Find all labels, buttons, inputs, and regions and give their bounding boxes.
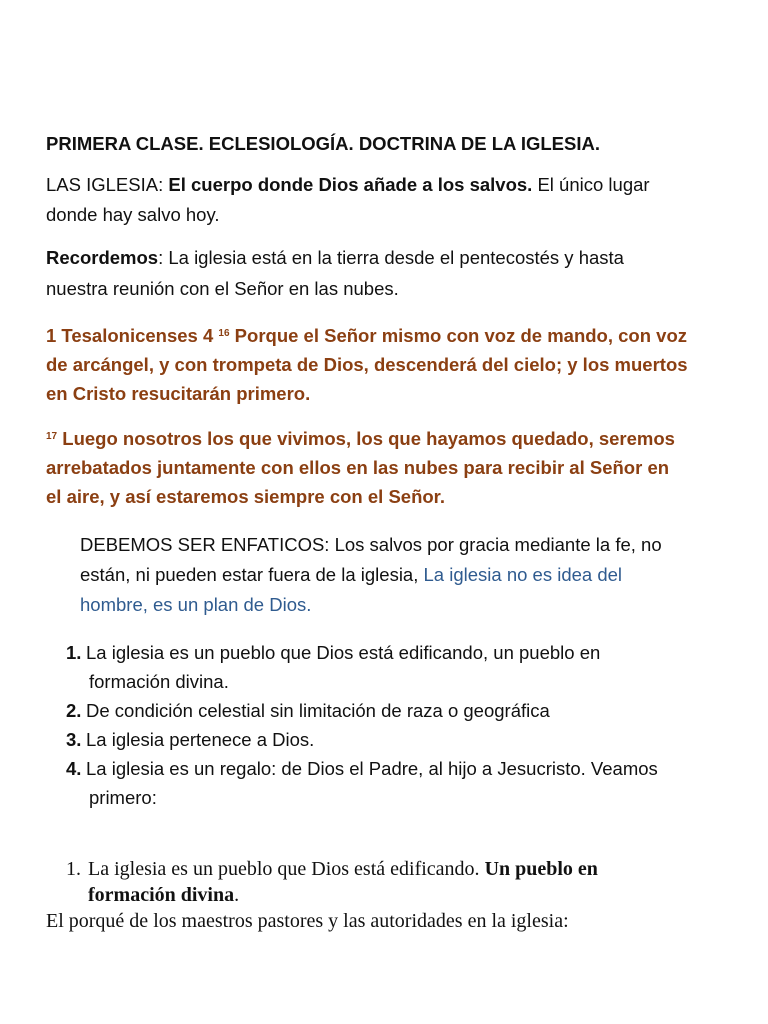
list-item-text: De condición celestial sin limitación de raza o geográfica (86, 700, 550, 721)
recordemos-rest: : La iglesia está en la tierra desde el pentecostés y hasta (158, 247, 624, 268)
list-item-continuation: primero: (89, 787, 157, 808)
verse17-number: 17 (46, 431, 58, 442)
serif-item-plain: La iglesia es un pueblo que Dios está edificando. (88, 858, 485, 880)
verse16-line2: de arcángel, y con trompeta de Dios, descenderá del cielo; y los muertos (46, 354, 688, 375)
recordemos-label: Recordemos (46, 247, 159, 268)
heading-rest: ECLESIOLOGÍA. DOCTRINA DE LA IGLESIA. (203, 133, 601, 154)
verse16-line1 (46, 322, 687, 350)
heading-bold: PRIMERA CLASE. (46, 133, 204, 154)
list-number: 3. (66, 729, 82, 750)
enfaticos-blue-text: La iglesia no es idea del (423, 564, 623, 585)
serif-item-continuation (88, 882, 239, 908)
list-item-text: La iglesia es un regalo: de Dios el Padre, al hijo a Jesucristo. Veamos (86, 758, 658, 779)
verse17-text1: Luego nosotros los que vivimos, los que hayamos quedado, seremos (57, 428, 675, 449)
verse16-line3: en Cristo resucitarán primero. (46, 383, 311, 404)
serif-item-bold: Un pueblo en (484, 858, 598, 880)
recordemos-line2: nuestra reunión con el Señor en las nubes. (46, 278, 399, 299)
las-iglesia-line1 (46, 170, 650, 200)
class-heading (46, 129, 600, 159)
serif-item-period: . (234, 884, 240, 906)
enfaticos-line2 (80, 560, 622, 590)
las-iglesia-line2: donde hay salvo hoy. (46, 204, 220, 225)
list-number: 4. (66, 758, 82, 779)
verse16-number: 16 (218, 328, 230, 339)
list-item-text: La iglesia pertenece a Dios. (86, 729, 315, 750)
serif-list-item (66, 856, 598, 882)
list-item (66, 696, 550, 726)
serif-list-number: 1. (66, 858, 81, 880)
final-line: El porqué de los maestros pastores y las autoridades en la iglesia: (46, 910, 569, 932)
las-iglesia-label: LAS IGLESIA: (46, 174, 169, 195)
enfaticos-line3: hombre, es un plan de Dios. (80, 594, 312, 615)
list-item-continuation: formación divina. (89, 671, 229, 692)
las-iglesia-bold: El cuerpo donde Dios añade a los salvos. (168, 174, 533, 195)
verse16-ref: 1 Tesalonicenses 4 (46, 325, 219, 346)
list-item (66, 725, 314, 755)
list-number: 1. (66, 642, 82, 663)
enfaticos-line1: DEBEMOS SER ENFATICOS: Los salvos por gracia mediante la fe, no (80, 534, 662, 555)
list-item (66, 754, 658, 784)
verse17-line1 (46, 425, 675, 453)
serif-item-bold2: formación divina (88, 884, 235, 906)
verse17-line2: arrebatados juntamente con ellos en las nubes para recibir al Señor en (46, 457, 670, 478)
list-item (66, 638, 600, 668)
las-iglesia-rest: El único lugar (532, 174, 650, 195)
verse16-text1: Porque el Señor mismo con voz de mando, con voz (229, 325, 687, 346)
recordemos-line1 (46, 243, 624, 273)
list-number: 2. (66, 700, 82, 721)
list-item-text: La iglesia es un pueblo que Dios está edificando, un pueblo en (86, 642, 601, 663)
enfaticos-plain: están, ni pueden estar fuera de la iglesia, (80, 564, 424, 585)
verse17-line3: el aire, y así estaremos siempre con el Señor. (46, 486, 445, 507)
